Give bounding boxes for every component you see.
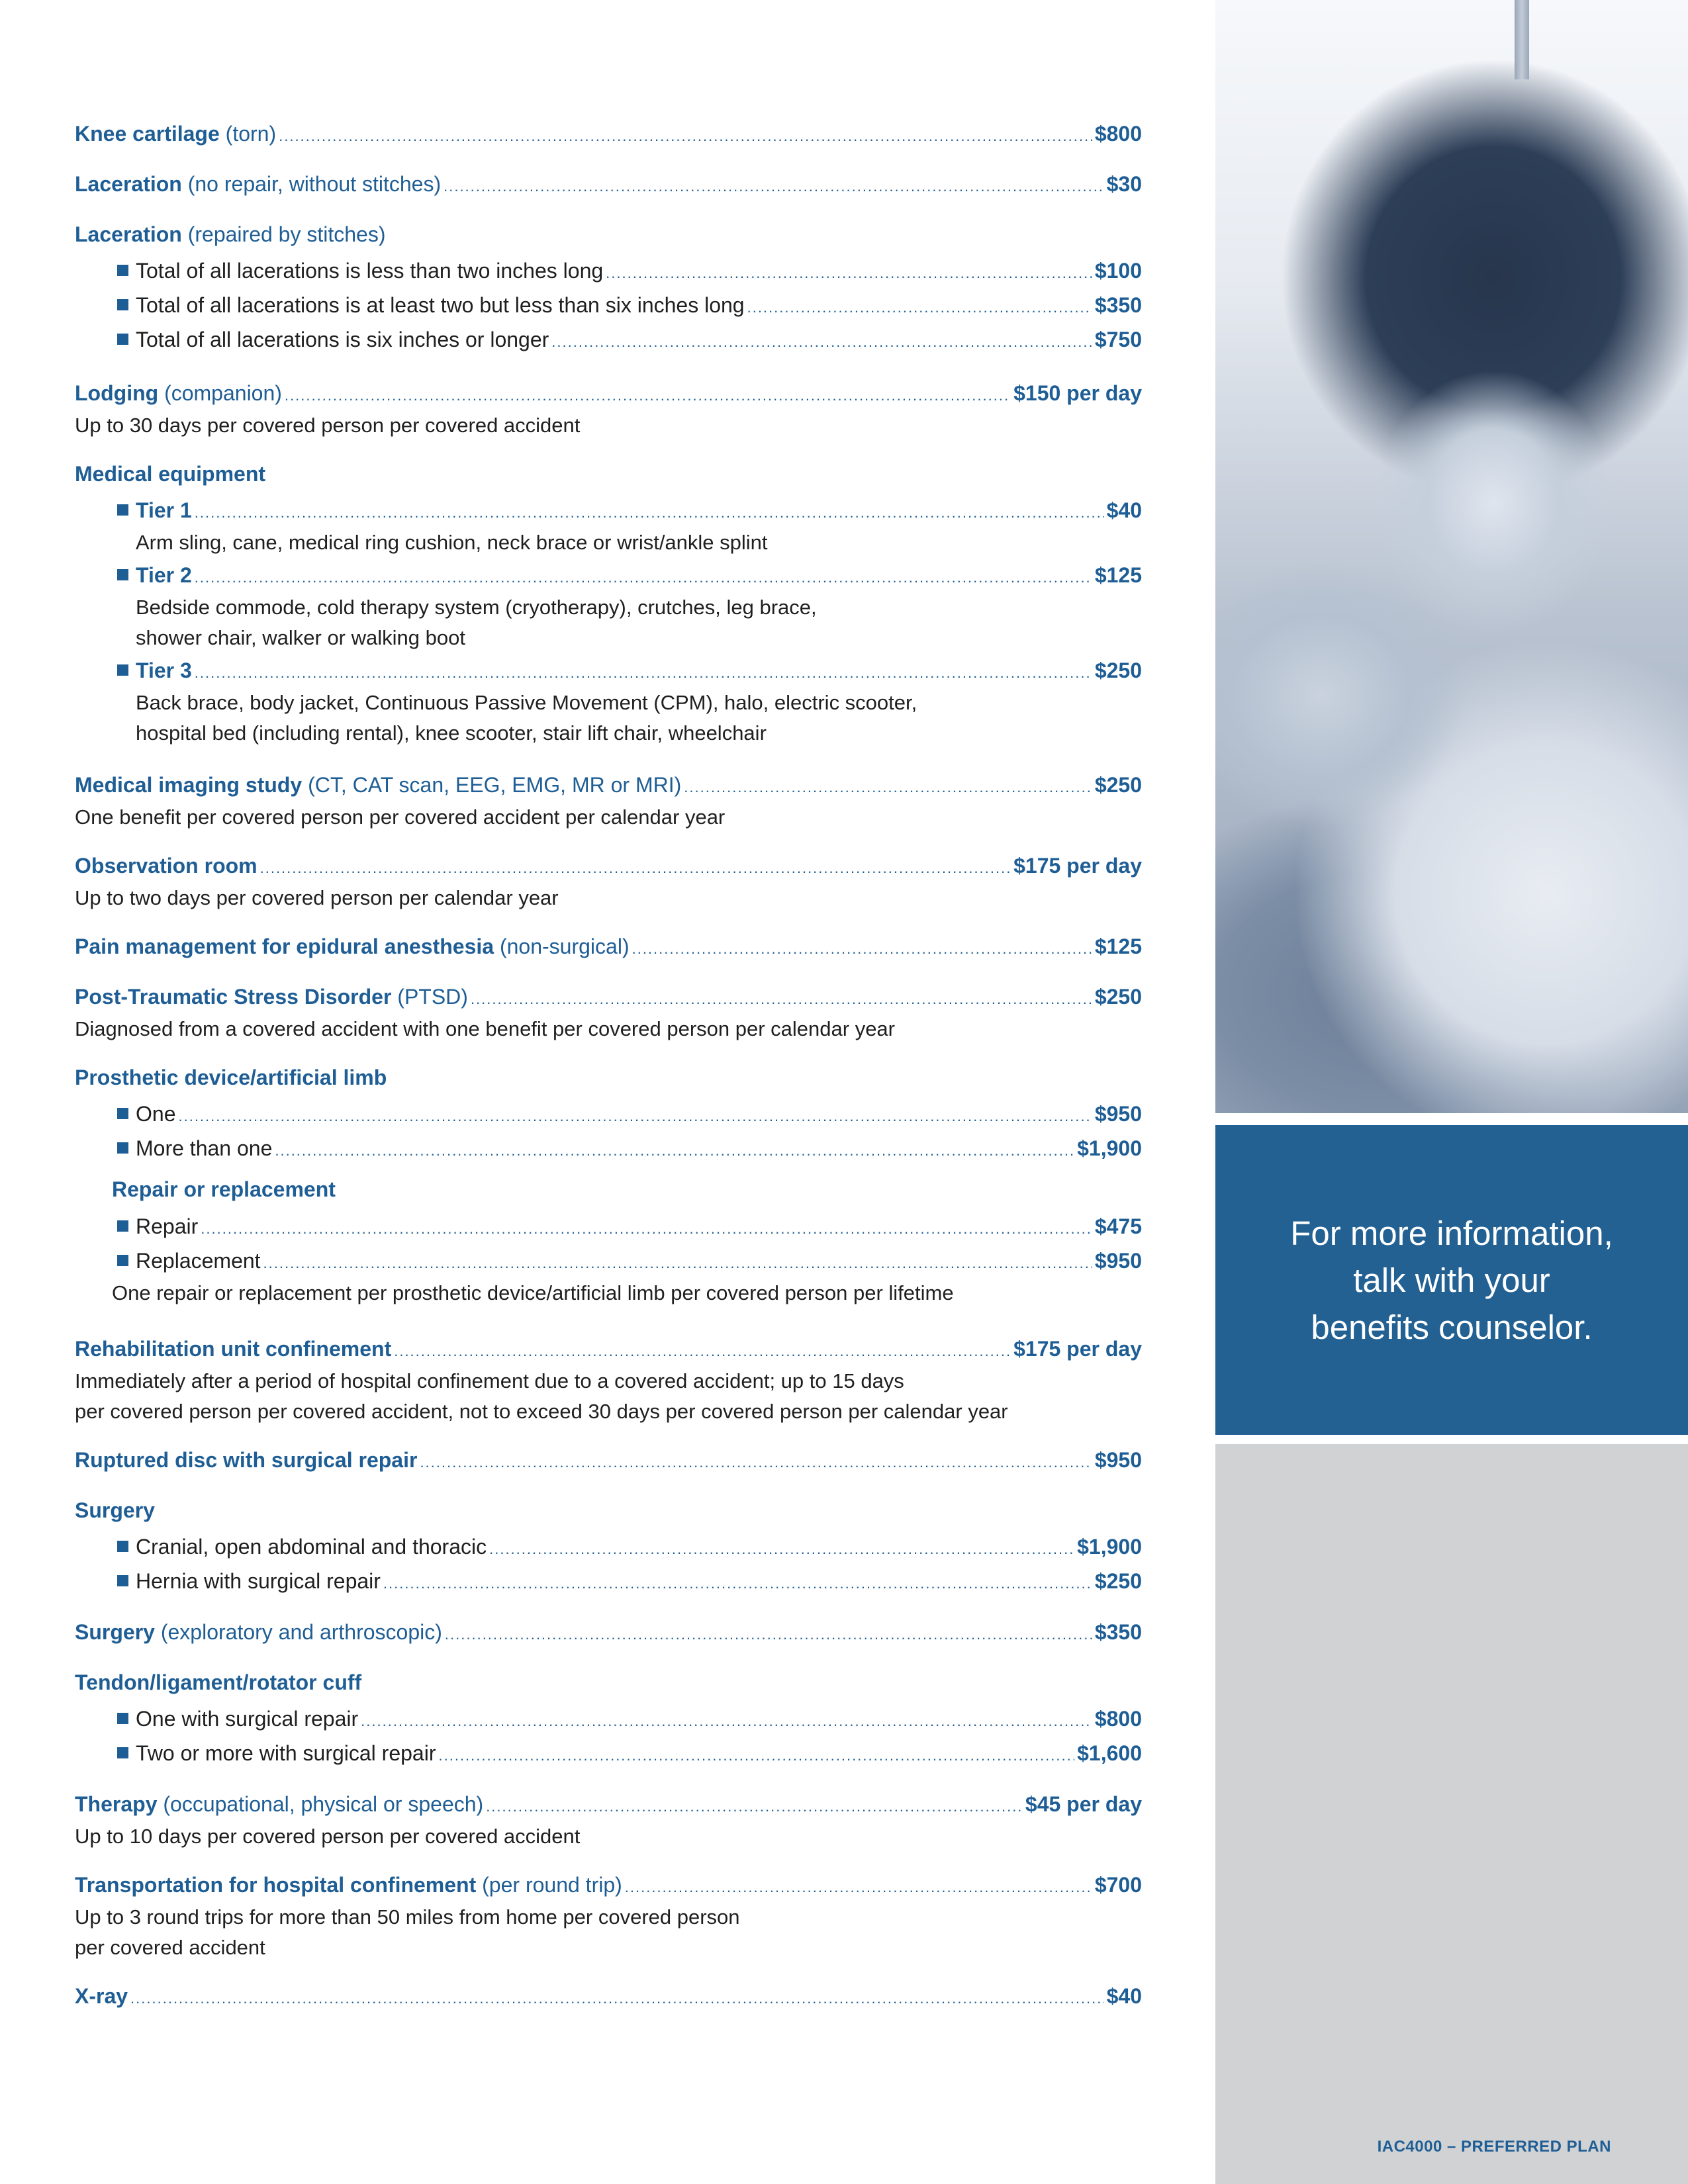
benefit-amount: $40 bbox=[1106, 1984, 1142, 2008]
benefit-note: Immediately after a period of hospital confinement due to a covered accident; up to 15 days bbox=[75, 1369, 904, 1392]
dot-leader bbox=[747, 291, 1092, 325]
item-label: Hernia with surgical repair bbox=[136, 1569, 381, 1593]
dot-leader bbox=[383, 1567, 1092, 1601]
callout-line: For more information, bbox=[1290, 1214, 1613, 1252]
benefit-note: One repair or replacement per prosthetic device/artificial limb per covered person per lifetime bbox=[112, 1281, 954, 1304]
square-bullet-icon bbox=[117, 1255, 128, 1266]
square-bullet-icon bbox=[117, 1747, 128, 1758]
square-bullet-icon bbox=[117, 1142, 128, 1154]
benefit-rehabilitation bbox=[75, 1332, 1142, 1427]
subheading-repair: Repair or replacement bbox=[112, 1177, 336, 1201]
benefit-amount: $250 bbox=[1094, 1569, 1142, 1593]
item-label: One with surgical repair bbox=[136, 1707, 359, 1731]
list-item bbox=[75, 1131, 1142, 1165]
benefit-amount: $40 bbox=[1106, 498, 1142, 522]
benefit-title: Medical imaging study bbox=[75, 773, 303, 797]
benefit-qualifier: (PTSD) bbox=[397, 985, 468, 1009]
benefit-amount: $800 bbox=[1094, 1707, 1142, 1731]
item-label: More than one bbox=[136, 1136, 273, 1160]
square-bullet-icon bbox=[117, 1541, 128, 1552]
dot-leader bbox=[285, 379, 1011, 413]
benefit-qualifier: (no repair, without stitches) bbox=[187, 172, 442, 196]
square-bullet-icon bbox=[117, 1108, 128, 1119]
dot-leader bbox=[263, 1246, 1092, 1281]
dot-leader bbox=[684, 770, 1092, 805]
callout-line: talk with your bbox=[1353, 1261, 1550, 1299]
dot-leader bbox=[420, 1445, 1092, 1480]
item-label: Total of all lacerations is less than two inches long bbox=[136, 259, 604, 283]
benefit-laceration-no-repair bbox=[75, 167, 1142, 201]
benefit-amount: $30 bbox=[1106, 172, 1142, 196]
benefit-title: Rehabilitation unit confinement bbox=[75, 1337, 392, 1361]
square-bullet-icon bbox=[117, 664, 128, 676]
benefit-therapy bbox=[75, 1787, 1142, 1852]
item-note: Bedside commode, cold therapy system (cryotherapy), crutches, leg brace, bbox=[136, 596, 817, 619]
list-item bbox=[75, 253, 1142, 288]
benefit-title: Prosthetic device/artificial limb bbox=[75, 1066, 387, 1089]
benefit-amount: $1,900 bbox=[1077, 1136, 1142, 1160]
benefit-transportation bbox=[75, 1868, 1142, 1963]
benefit-lodging bbox=[75, 376, 1142, 441]
benefit-observation-room bbox=[75, 848, 1142, 913]
item-label: Total of all lacerations is at least two but less than six inches long bbox=[136, 293, 745, 317]
benefit-qualifier: (CT, CAT scan, EEG, EMG, MR or MRI) bbox=[308, 773, 682, 797]
benefit-medical-equipment bbox=[75, 457, 1142, 749]
list-item bbox=[75, 558, 1142, 592]
dot-leader bbox=[195, 561, 1092, 595]
benefit-qualifier: (torn) bbox=[225, 122, 277, 146]
benefit-title: Surgery bbox=[75, 1620, 155, 1644]
benefit-note: Up to 30 days per covered person per covered accident bbox=[75, 414, 581, 437]
item-label: Repair bbox=[136, 1214, 199, 1238]
square-bullet-icon bbox=[117, 265, 128, 276]
list-item bbox=[75, 1244, 1142, 1278]
benefit-amount: $700 bbox=[1094, 1873, 1142, 1897]
square-bullet-icon bbox=[117, 569, 128, 580]
dot-leader bbox=[471, 982, 1092, 1017]
dot-leader bbox=[486, 1790, 1023, 1824]
benefit-qualifier: (exploratory and arthroscopic) bbox=[160, 1620, 442, 1644]
dot-leader bbox=[445, 1617, 1092, 1652]
benefit-amount: $950 bbox=[1094, 1102, 1142, 1126]
benefit-laceration-stitches bbox=[75, 217, 1142, 357]
dot-leader bbox=[361, 1704, 1092, 1739]
dot-leader bbox=[438, 1739, 1074, 1773]
dot-leader bbox=[178, 1099, 1092, 1134]
benefit-amount: $475 bbox=[1094, 1214, 1142, 1238]
list-item bbox=[75, 1209, 1142, 1244]
list-item bbox=[75, 653, 1142, 688]
benefit-xray bbox=[75, 1979, 1142, 2013]
benefit-amount: $250 bbox=[1094, 985, 1142, 1009]
benefit-title: Medical equipment bbox=[75, 462, 266, 486]
benefit-amount: $250 bbox=[1094, 659, 1142, 682]
list-item bbox=[75, 1529, 1142, 1564]
benefit-title: Ruptured disc with surgical repair bbox=[75, 1448, 418, 1472]
dot-leader bbox=[632, 932, 1092, 966]
dot-leader bbox=[260, 851, 1011, 886]
benefit-amount: $150 per day bbox=[1013, 381, 1142, 405]
dot-leader bbox=[201, 1212, 1092, 1246]
benefit-amount: $950 bbox=[1094, 1249, 1142, 1273]
dot-leader bbox=[606, 256, 1092, 291]
benefit-amount: $250 bbox=[1094, 773, 1142, 797]
benefit-tendon bbox=[75, 1665, 1142, 1770]
benefit-amount: $750 bbox=[1094, 328, 1142, 351]
benefit-title: Laceration bbox=[75, 222, 182, 246]
dot-leader bbox=[551, 325, 1092, 359]
benefit-prosthetic bbox=[75, 1060, 1142, 1308]
callout-line: benefits counselor. bbox=[1311, 1308, 1593, 1346]
list-item bbox=[75, 1736, 1142, 1770]
benefit-qualifier: (companion) bbox=[164, 381, 282, 405]
benefit-amount: $100 bbox=[1094, 259, 1142, 283]
item-label: One bbox=[136, 1102, 176, 1126]
benefit-amount: $175 per day bbox=[1013, 1337, 1142, 1361]
item-label: Replacement bbox=[136, 1249, 261, 1273]
benefit-qualifier: (occupational, physical or speech) bbox=[163, 1792, 484, 1816]
item-label: Tier 3 bbox=[136, 659, 192, 682]
list-item bbox=[75, 1702, 1142, 1736]
benefit-amount: $1,900 bbox=[1077, 1535, 1142, 1559]
benefit-title: Therapy bbox=[75, 1792, 158, 1816]
benefit-surgery bbox=[75, 1493, 1142, 1598]
dot-leader bbox=[275, 1134, 1074, 1168]
dot-leader bbox=[394, 1334, 1011, 1369]
contact-callout bbox=[1215, 1125, 1688, 1435]
photo-background-detail bbox=[1515, 0, 1529, 79]
benefit-title: Pain management for epidural anesthesia bbox=[75, 934, 494, 958]
benefit-amount: $800 bbox=[1094, 122, 1142, 146]
item-label: Total of all lacerations is six inches or longer bbox=[136, 328, 549, 351]
plan-code: IAC4000 – PREFERRED PLAN bbox=[1377, 2138, 1611, 2156]
benefit-note: Up to 3 round trips for more than 50 miles from home per covered person bbox=[75, 1905, 740, 1929]
dot-leader bbox=[279, 119, 1092, 154]
benefit-title: Observation room bbox=[75, 854, 258, 878]
square-bullet-icon bbox=[117, 299, 128, 310]
list-item bbox=[75, 1564, 1142, 1598]
benefit-note: Up to two days per covered person per calendar year bbox=[75, 886, 559, 909]
benefit-qualifier: (repaired by stitches) bbox=[187, 222, 386, 246]
item-note: Arm sling, cane, medical ring cushion, neck brace or wrist/ankle splint bbox=[136, 531, 768, 554]
benefit-amount: $350 bbox=[1094, 1620, 1142, 1644]
item-label: Cranial, open abdominal and thoracic bbox=[136, 1535, 487, 1559]
benefit-note: per covered person per covered accident, not to exceed 30 days per covered person per calendar year bbox=[75, 1400, 1008, 1423]
item-note: shower chair, walker or walking boot bbox=[136, 626, 465, 649]
benefit-amount: $1,600 bbox=[1077, 1741, 1142, 1765]
benefit-title: Surgery bbox=[75, 1498, 155, 1522]
mother-daughter-photo bbox=[1215, 0, 1688, 1113]
dot-leader bbox=[130, 1981, 1104, 2016]
benefit-title: Knee cartilage bbox=[75, 122, 220, 146]
benefit-note: Up to 10 days per covered person per covered accident bbox=[75, 1825, 581, 1848]
benefit-amount: $175 per day bbox=[1013, 854, 1142, 878]
benefit-ruptured-disc bbox=[75, 1443, 1142, 1477]
list-item bbox=[75, 493, 1142, 527]
benefit-title: X-ray bbox=[75, 1984, 128, 2008]
benefit-title: Transportation for hospital confinement bbox=[75, 1873, 477, 1897]
list-item bbox=[75, 1097, 1142, 1131]
dot-leader bbox=[625, 1870, 1092, 1905]
benefit-note: Diagnosed from a covered accident with one benefit per covered person per calendar year bbox=[75, 1017, 896, 1040]
square-bullet-icon bbox=[117, 1713, 128, 1724]
benefit-ptsd bbox=[75, 979, 1142, 1044]
benefit-note: per covered accident bbox=[75, 1936, 265, 1959]
square-bullet-icon bbox=[117, 1575, 128, 1586]
benefit-amount: $350 bbox=[1094, 293, 1142, 317]
benefit-title: Post-Traumatic Stress Disorder bbox=[75, 985, 392, 1009]
benefit-amount: $45 per day bbox=[1025, 1792, 1142, 1816]
dot-leader bbox=[489, 1532, 1074, 1567]
item-note: Back brace, body jacket, Continuous Passive Movement (CPM), halo, electric scooter, bbox=[136, 691, 917, 714]
item-label: Tier 1 bbox=[136, 498, 192, 522]
benefit-title: Tendon/ligament/rotator cuff bbox=[75, 1670, 362, 1694]
benefit-qualifier: (per round trip) bbox=[482, 1873, 622, 1897]
benefit-qualifier: (non-surgical) bbox=[499, 934, 630, 958]
benefit-surgery-exploratory bbox=[75, 1615, 1142, 1649]
benefit-amount: $125 bbox=[1094, 563, 1142, 587]
benefit-pain-management bbox=[75, 929, 1142, 964]
benefit-title: Lodging bbox=[75, 381, 159, 405]
dot-leader bbox=[444, 169, 1104, 204]
dot-leader bbox=[195, 496, 1104, 530]
benefit-amount: $950 bbox=[1094, 1448, 1142, 1472]
square-bullet-icon bbox=[117, 504, 128, 516]
list-item bbox=[75, 322, 1142, 357]
benefit-note: One benefit per covered person per covered accident per calendar year bbox=[75, 805, 726, 829]
footer-panel bbox=[1215, 1444, 1688, 2184]
benefit-knee-cartilage bbox=[75, 116, 1142, 151]
dot-leader bbox=[195, 656, 1092, 690]
item-note: hospital bed (including rental), knee scooter, stair lift chair, wheelchair bbox=[136, 721, 767, 745]
square-bullet-icon bbox=[117, 1220, 128, 1232]
item-label: Tier 2 bbox=[136, 563, 192, 587]
benefit-medical-imaging bbox=[75, 768, 1142, 833]
benefit-title: Laceration bbox=[75, 172, 182, 196]
square-bullet-icon bbox=[117, 334, 128, 345]
list-item bbox=[75, 288, 1142, 322]
sidebar bbox=[1215, 0, 1688, 2184]
item-label: Two or more with surgical repair bbox=[136, 1741, 436, 1765]
benefit-amount: $125 bbox=[1094, 934, 1142, 958]
